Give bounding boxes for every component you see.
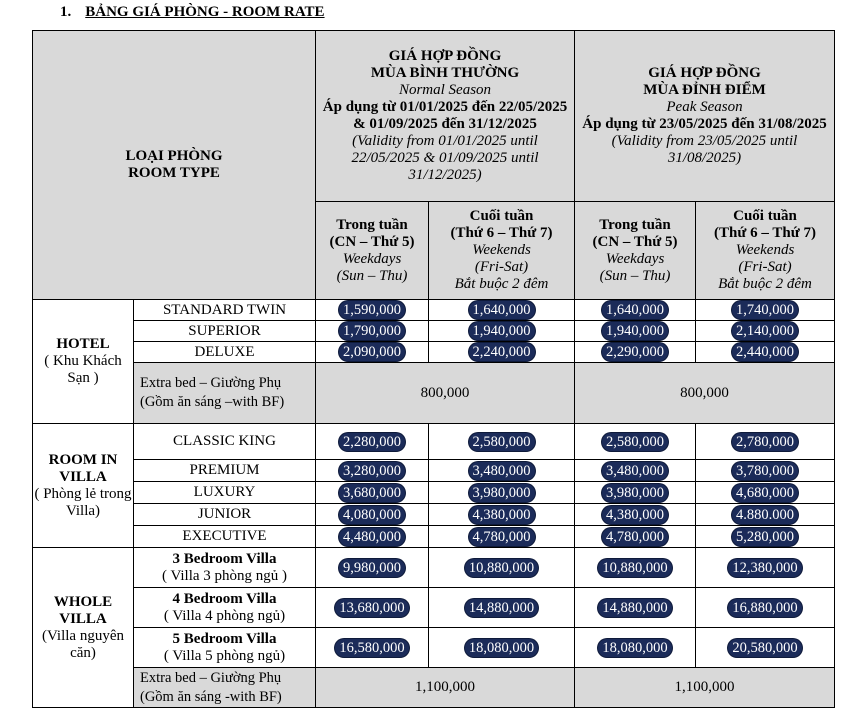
room-name: STANDARD TWIN xyxy=(134,300,316,321)
room-name: JUNIOR xyxy=(134,504,316,526)
price-pill: 9,980,000 xyxy=(339,559,405,577)
peak-season-header xyxy=(575,31,835,202)
villa-room-label1: ROOM IN xyxy=(48,451,118,468)
normal-line2: MÙA BÌNH THƯỜNG xyxy=(370,65,520,81)
price-pill: 3,980,000 xyxy=(602,484,668,502)
extra-bed-peak-price: 1,100,000 xyxy=(575,668,835,708)
price-pill: 3,980,000 xyxy=(469,484,535,502)
extra-bed-label: Extra bed – Giường Phụ (Gồm ăn sáng –with BF) xyxy=(134,363,316,424)
price-pill: 2,580,000 xyxy=(469,433,535,451)
price-pill: 5,280,000 xyxy=(732,528,798,546)
peak-apply: Áp dụng từ 23/05/2025 đến 31/08/2025 xyxy=(582,116,827,132)
peak-line1: GIÁ HỢP ĐỒNG xyxy=(648,65,761,81)
villa-name: 5 Bedroom Villa xyxy=(172,630,277,647)
room-name: LUXURY xyxy=(134,482,316,504)
price-pill: 2,090,000 xyxy=(339,343,405,361)
price-pill: 14,880,000 xyxy=(465,599,538,617)
section-title: BẢNG GIÁ PHÒNG - ROOM RATE xyxy=(85,4,325,20)
villa-name-cell xyxy=(134,588,316,628)
weekend-note: Bắt buộc 2 đêm xyxy=(718,276,812,292)
price-pill: 1,940,000 xyxy=(469,322,535,340)
price-pill: 14,880,000 xyxy=(598,599,671,617)
normal-weekday-header xyxy=(316,202,429,300)
price-pill: 1,940,000 xyxy=(602,322,668,340)
price-pill: 2,140,000 xyxy=(732,322,798,340)
table-row xyxy=(33,482,835,504)
price-pill: 4,780,000 xyxy=(602,528,668,546)
price-pill: 3,780,000 xyxy=(732,462,798,480)
price-pill: 20,580,000 xyxy=(728,639,801,657)
extra-bed-label: Extra bed – Giường Phụ (Gồm ăn sáng -with BF) xyxy=(134,668,316,708)
table-row xyxy=(33,424,835,460)
weekend-en1: Weekends xyxy=(472,242,531,258)
table-row xyxy=(33,342,835,363)
table-row xyxy=(33,460,835,482)
price-pill: 10,880,000 xyxy=(598,559,671,577)
hotel-label-sub: ( Khu Khách Sạn ) xyxy=(44,353,122,386)
weekend-vi2: (Thứ 6 – Thứ 7) xyxy=(714,225,816,241)
price-pill: 4,380,000 xyxy=(602,506,668,524)
price-pill: 18,080,000 xyxy=(598,639,671,657)
price-pill: 4,780,000 xyxy=(469,528,535,546)
table-row xyxy=(33,628,835,668)
room-name: CLASSIC KING xyxy=(134,424,316,460)
villa-room-label-sub: ( Phòng lẻ trong Villa) xyxy=(34,485,132,519)
price-pill: 1,790,000 xyxy=(339,322,405,340)
room-type-header xyxy=(33,31,316,300)
whole-villa-category xyxy=(33,548,134,708)
hotel-category xyxy=(33,300,134,424)
price-pill: 3,680,000 xyxy=(339,484,405,502)
normal-apply: Áp dụng từ 01/01/2025 đến 22/05/2025 & 01/09/2025 đến 31/12/2025 xyxy=(322,99,568,132)
table-row xyxy=(33,300,835,321)
room-name: DELUXE xyxy=(134,342,316,363)
table-row xyxy=(33,504,835,526)
price-pill: 3,480,000 xyxy=(602,462,668,480)
extra-bed-peak-price: 800,000 xyxy=(575,363,835,424)
table-row xyxy=(33,588,835,628)
price-pill: 10,880,000 xyxy=(465,559,538,577)
weekend-en2: (Fri-Sat) xyxy=(738,259,792,275)
price-pill: 4,680,000 xyxy=(732,484,798,502)
normal-en: Normal Season xyxy=(398,82,492,98)
price-pill: 2,290,000 xyxy=(602,343,668,361)
villa-name-cell xyxy=(134,628,316,668)
table-row xyxy=(33,526,835,548)
price-pill: 3,480,000 xyxy=(469,462,535,480)
villa-name: 4 Bedroom Villa xyxy=(172,590,277,607)
room-name: EXECUTIVE xyxy=(134,526,316,548)
price-pill: 2,780,000 xyxy=(732,433,798,451)
price-pill: 4,480,000 xyxy=(339,528,405,546)
price-pill: 2,440,000 xyxy=(732,343,798,361)
whole-villa-label1: WHOLE xyxy=(53,593,113,610)
peak-validity: (Validity from 23/05/2025 until 31/08/2025) xyxy=(611,133,798,166)
extra-bed-normal-price: 1,100,000 xyxy=(316,668,575,708)
price-pill: 12,380,000 xyxy=(728,559,801,577)
normal-weekend-header xyxy=(429,202,575,300)
weekend-en1: Weekends xyxy=(735,242,795,258)
room-name: SUPERIOR xyxy=(134,321,316,342)
section-heading xyxy=(60,4,325,21)
whole-villa-label2: VILLA xyxy=(59,610,107,627)
table-row xyxy=(33,548,835,588)
table-row xyxy=(33,668,835,708)
villa-name-sub: ( Villa 5 phòng ngủ) xyxy=(163,647,286,664)
weekday-vi2: (CN – Thứ 5) xyxy=(329,233,415,250)
weekend-vi1: Cuối tuần xyxy=(469,208,534,224)
weekend-en2: (Fri-Sat) xyxy=(474,259,529,275)
room-type-en: ROOM TYPE xyxy=(128,165,220,181)
price-pill: 2,240,000 xyxy=(469,343,535,361)
price-pill: 2,280,000 xyxy=(339,433,405,451)
price-pill: 16,580,000 xyxy=(335,639,408,657)
price-pill: 1,740,000 xyxy=(732,301,798,319)
normal-validity: (Validity from 01/01/2025 until 22/05/2025 & 01/09/2025 until 31/12/2025) xyxy=(351,133,539,183)
table-row xyxy=(33,321,835,342)
peak-weekend-header xyxy=(696,202,835,300)
peak-en: Peak Season xyxy=(666,99,743,115)
weekday-en1: Weekdays xyxy=(605,250,665,267)
normal-season-header xyxy=(316,31,575,202)
price-pill: 18,080,000 xyxy=(465,639,538,657)
villa-name-sub: ( Villa 3 phòng ngủ ) xyxy=(161,567,288,584)
villa-name-cell xyxy=(134,548,316,588)
weekday-vi2: (CN – Thứ 5) xyxy=(592,233,678,250)
weekday-en1: Weekdays xyxy=(342,250,402,267)
villa-name-sub: ( Villa 4 phòng ngủ) xyxy=(163,607,286,624)
price-pill: 1,640,000 xyxy=(469,301,535,319)
hotel-label: HOTEL xyxy=(56,336,110,352)
price-pill: 1,590,000 xyxy=(339,301,405,319)
weekday-vi1: Trong tuần xyxy=(599,216,671,233)
price-pill: 16,880,000 xyxy=(728,599,801,617)
section-number: 1. xyxy=(60,4,72,20)
normal-line1: GIÁ HỢP ĐỒNG xyxy=(388,48,502,64)
weekday-en2: (Sun – Thu) xyxy=(599,267,671,284)
room-type-vi: LOẠI PHÒNG xyxy=(125,148,223,164)
room-rate-table xyxy=(32,30,835,708)
weekend-vi2: (Thứ 6 – Thứ 7) xyxy=(450,225,553,241)
villa-name: 3 Bedroom Villa xyxy=(172,550,277,567)
price-pill: 4.880.000 xyxy=(732,506,798,524)
weekday-en2: (Sun – Thu) xyxy=(336,267,408,284)
price-pill: 2,580,000 xyxy=(602,433,668,451)
room-in-villa-category xyxy=(33,424,134,548)
weekend-note: Bắt buộc 2 đêm xyxy=(454,276,549,292)
table-row xyxy=(33,363,835,424)
villa-room-label2: VILLA xyxy=(59,468,107,485)
price-pill: 4,380,000 xyxy=(469,506,535,524)
extra-bed-normal-price: 800,000 xyxy=(316,363,575,424)
price-pill: 1,640,000 xyxy=(602,301,668,319)
room-name: PREMIUM xyxy=(134,460,316,482)
whole-villa-label-sub: (Villa nguyên căn) xyxy=(42,627,124,661)
peak-weekday-header xyxy=(575,202,696,300)
price-pill: 13,680,000 xyxy=(335,599,408,617)
price-pill: 4,080,000 xyxy=(339,506,405,524)
weekend-vi1: Cuối tuần xyxy=(733,208,797,224)
peak-line2: MÙA ĐỈNH ĐIỂM xyxy=(643,82,766,98)
weekday-vi1: Trong tuần xyxy=(336,216,408,233)
price-pill: 3,280,000 xyxy=(339,462,405,480)
